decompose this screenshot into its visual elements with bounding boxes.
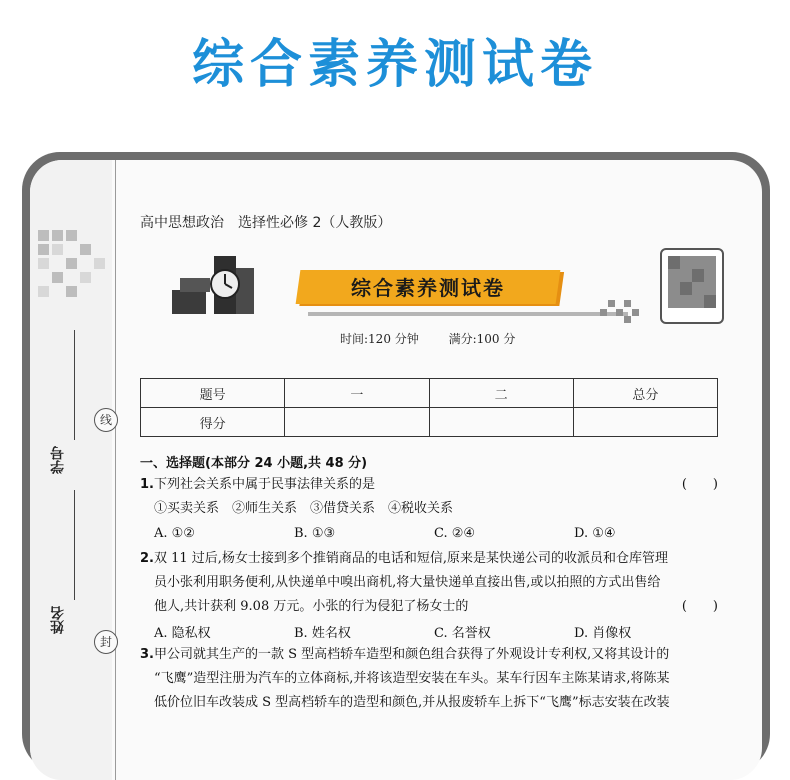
question-number: 2. xyxy=(140,551,154,566)
time-limit: 时间:120 分钟 xyxy=(340,332,419,346)
option-b: B. ①③ xyxy=(294,526,336,541)
question-text: 他人,共计获利 9.08 万元。小张的行为侵犯了杨女士的 xyxy=(154,599,469,614)
question-1-items: ①买卖关系 ②师生关系 ③借贷关系 ④税收关系 xyxy=(154,501,454,516)
score-table-cell: 一 xyxy=(285,379,429,408)
qr-code xyxy=(660,248,724,324)
answer-paren: ( ) xyxy=(681,477,718,492)
score-table-cell: 总分 xyxy=(573,379,717,408)
name-label: 姓名 xyxy=(50,606,66,634)
pixel xyxy=(38,258,49,269)
section-heading: 一、选择题(本部分 24 小题,共 48 分) xyxy=(140,456,368,471)
question-3 xyxy=(140,644,718,666)
qr-cell xyxy=(704,295,716,308)
qr-cell xyxy=(680,282,692,295)
checker-decoration xyxy=(600,300,650,324)
checker-square xyxy=(632,309,639,316)
pixel xyxy=(52,244,63,255)
checker-square xyxy=(624,316,631,323)
books-clock-icon xyxy=(170,248,260,320)
question-text: 下列社会关系中属于民事法律关系的是 xyxy=(153,477,375,492)
pixel xyxy=(80,244,91,255)
seal-mark-bottom: 封 xyxy=(94,630,118,654)
seal-mark-top: 线 xyxy=(94,408,118,432)
score-table-cell xyxy=(573,408,717,437)
checker-square xyxy=(616,309,623,316)
pixel xyxy=(38,286,49,297)
pixel xyxy=(38,230,49,241)
fold-line xyxy=(115,160,116,780)
student-id-line xyxy=(74,330,75,440)
option-a: A. 隐私权 xyxy=(154,626,211,641)
banner-title: 综合素养测试卷 xyxy=(191,35,598,95)
qr-code-blurred xyxy=(668,256,716,308)
pixel-decoration xyxy=(38,230,108,300)
answer-paren: ( ) xyxy=(681,599,718,614)
score-table xyxy=(140,378,718,437)
pixel xyxy=(66,286,77,297)
score-table-cell xyxy=(285,408,429,437)
option-c: C. 名誉权 xyxy=(434,626,491,641)
checker-square xyxy=(624,300,631,307)
question-number: 1. xyxy=(140,477,154,492)
exam-title: 综合素养测试卷 xyxy=(351,276,505,300)
score-table-score-row xyxy=(141,408,718,437)
checker-square xyxy=(600,309,607,316)
question-text: 双 11 过后,杨女士接到多个推销商品的电话和短信,原来是某快递公司的收派员和仓库管理 xyxy=(153,551,669,566)
score-table-cell: 得分 xyxy=(141,408,285,437)
option-a: A. ①② xyxy=(154,526,195,541)
book-info: 高中思想政治 选择性必修 2（人教版） xyxy=(140,215,392,231)
time-score-line xyxy=(340,330,541,347)
score-table-cell: 二 xyxy=(429,379,573,408)
qr-cell xyxy=(692,269,704,282)
title-rule xyxy=(308,312,628,316)
binding-strip xyxy=(30,160,112,780)
question-1 xyxy=(140,474,718,496)
question-3-line-3: 低价位旧车改装成 S 型高档轿车的造型和颜色,并从报废轿车上拆下“飞鹰”标志安装在改装 xyxy=(154,695,670,710)
question-2 xyxy=(140,548,718,570)
name-line xyxy=(74,490,75,600)
exam-paper xyxy=(30,160,762,780)
score-table-cell xyxy=(429,408,573,437)
student-id-label: 学号 xyxy=(50,446,66,474)
qr-cell xyxy=(668,256,680,269)
question-2-line-2: 员小张利用职务便利,从快递单中嗅出商机,将大量快递单直接出售,或以拍照的方式出售给 xyxy=(154,575,661,590)
full-score: 满分:100 分 xyxy=(448,332,516,346)
question-number: 3. xyxy=(140,647,154,662)
exam-content xyxy=(140,160,740,780)
score-table-cell: 题号 xyxy=(141,379,285,408)
pixel xyxy=(52,230,63,241)
pixel xyxy=(66,258,77,269)
question-3-line-2: “飞鹰”造型注册为汽车的立体商标,并将该造型安装在车头。某车行因车主陈某请求,将陈某 xyxy=(154,671,670,686)
option-d: D. ①④ xyxy=(574,526,616,541)
score-table-header-row xyxy=(141,379,718,408)
question-2-line-3 xyxy=(154,596,718,618)
option-d: D. 肖像权 xyxy=(574,626,632,641)
pixel xyxy=(94,258,105,269)
option-c: C. ②④ xyxy=(434,526,476,541)
option-b: B. 姓名权 xyxy=(294,626,351,641)
checker-square xyxy=(608,300,615,307)
pixel xyxy=(52,272,63,283)
pixel xyxy=(38,244,49,255)
pixel xyxy=(80,272,91,283)
pixel xyxy=(66,230,77,241)
question-text: 甲公司就其生产的一款 S 型高档轿车造型和颜色组合获得了外观设计专利权,又将其设计的 xyxy=(153,647,670,662)
